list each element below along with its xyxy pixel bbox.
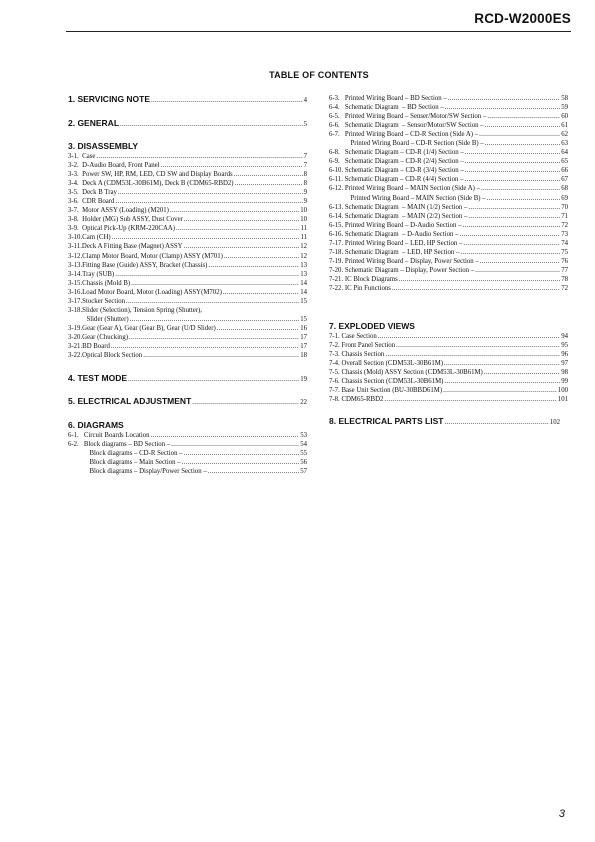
leader-dots [460, 248, 560, 257]
toc-page-number: 14 [300, 288, 307, 296]
toc-entry[interactable] [68, 306, 307, 315]
toc-page-number: 96 [561, 350, 568, 358]
page-number: 3 [558, 808, 565, 820]
toc-entry-label: 6-9. Schematic Diagram – CD-R (2/4) Section – [329, 158, 464, 166]
toc-entry[interactable] [68, 261, 307, 270]
leader-dots [115, 197, 302, 206]
leader-dots [143, 351, 299, 360]
leader-dots [481, 184, 560, 193]
leader-dots [468, 212, 560, 221]
toc-entry[interactable] [329, 166, 568, 175]
toc-entry-label: 7-8. CDM65-RBD2 [329, 395, 384, 403]
leader-dots [443, 386, 557, 395]
toc-entry-label: 3-11.Deck A Fitting Base (Magnet) ASSY [68, 243, 183, 251]
leader-dots [118, 188, 303, 197]
toc-entry-label: 6-6. Schematic Diagram – Sensor/Motor/SW Section – [329, 122, 484, 130]
toc-entry[interactable] [68, 215, 307, 224]
toc-entry-label: 7-2. Front Panel Section [329, 341, 396, 349]
toc-section-label: 1. SERVICING NOTE [68, 94, 151, 104]
toc-entry[interactable] [329, 359, 568, 368]
toc-entry-label: 3-1. Case [68, 153, 96, 160]
toc-entry[interactable] [329, 203, 568, 212]
leader-dots [465, 157, 560, 166]
header-rule [66, 31, 571, 32]
leader-dots [128, 373, 299, 385]
leader-dots [223, 288, 299, 297]
exploded-views-list [329, 332, 568, 404]
toc-page-number: 53 [300, 431, 307, 439]
toc-entry[interactable] [329, 368, 568, 377]
leader-dots [465, 166, 560, 175]
toc-page-number: 4 [303, 97, 307, 104]
leader-dots [208, 467, 299, 476]
leader-dots [184, 242, 300, 251]
toc-entry[interactable] [329, 248, 568, 257]
toc-entry[interactable] [68, 279, 307, 288]
leader-dots [485, 121, 561, 130]
toc-entry-label: 7-1. Case Section [329, 332, 377, 340]
leader-dots [192, 396, 299, 408]
leader-dots [484, 368, 560, 377]
toc-page-number: 62 [561, 131, 568, 139]
toc-page-number: 7 [303, 162, 307, 170]
leader-dots [224, 252, 299, 261]
toc-page-number: 77 [561, 266, 568, 274]
toc-entry-label: 3-20.Gear (Chucking) [68, 333, 129, 341]
toc-entry-label: 3-14.Tray (SUB) [68, 270, 115, 278]
toc-entry-label: 7-17. Printed Wiring Board – LED, HP Section – [329, 239, 463, 247]
toc-entry[interactable] [68, 315, 307, 324]
toc-entry-label: 3-15.Chassis (Mold B) [68, 279, 131, 287]
toc-page-number: 97 [561, 359, 568, 367]
leader-dots [151, 94, 303, 106]
toc-section-label: 6. DIAGRAMS [68, 419, 124, 430]
toc-entry[interactable] [329, 275, 568, 284]
toc-entry-label: Block diagrams – Main Section – [89, 458, 181, 466]
toc-entry[interactable] [68, 342, 307, 351]
toc-section-test-mode[interactable] [68, 373, 307, 384]
toc-page-number: 71 [561, 212, 568, 220]
toc-entry-label: 7-6. Chassis Section (CDM53L-30B61M) [329, 377, 444, 385]
leader-dots [448, 94, 560, 103]
toc-page-number: 73 [561, 230, 568, 238]
toc-entry[interactable] [329, 239, 568, 248]
toc-page-number: 17 [300, 342, 307, 350]
toc-page-number: 63 [561, 140, 568, 148]
toc-entry[interactable] [68, 449, 307, 458]
toc-left-column [68, 94, 307, 476]
toc-entry-label: 6-13. Schematic Diagram – MAIN (1/2) Section – [329, 203, 468, 211]
toc-entry-label: Block diagrams – Display/Power Section – [89, 467, 207, 475]
toc-entry-label: 6-8. Schematic Diagram – CD-R (1/4) Section – [329, 149, 464, 157]
toc-entry-label: 3-7. Motor ASSY (Loading) (M201) [68, 207, 169, 215]
toc-entry[interactable] [329, 395, 568, 404]
leader-dots [465, 175, 561, 184]
leader-dots [120, 118, 303, 130]
toc-entry-label: 3-18.Slider (Selection), Tension Spring (Shutter), [68, 306, 202, 314]
toc-page-number: 101 [557, 395, 568, 403]
toc-page-number: 15 [300, 297, 307, 305]
toc-entry[interactable] [68, 170, 307, 179]
toc-page-number: 16 [300, 324, 307, 332]
toc-entry[interactable] [329, 386, 568, 395]
leader-dots [131, 279, 299, 288]
page-title: TABLE OF CONTENTS [269, 70, 369, 80]
toc-page-number: 14 [300, 279, 307, 287]
toc-entry-label: 7-5. Chassis (Mold) ASSY Section (CDM53L-30B61M) [329, 368, 483, 376]
toc-page-number: 68 [561, 185, 568, 193]
leader-dots [475, 266, 560, 275]
toc-section-label: 3. DISASSEMBLY [68, 141, 139, 151]
toc-right-column [329, 94, 568, 427]
toc-entry[interactable] [68, 252, 307, 261]
leader-dots [479, 130, 560, 139]
toc-entry[interactable] [329, 284, 568, 293]
toc-entry[interactable] [68, 351, 307, 360]
toc-entry-label: 3-22.Optical Block Section [68, 352, 143, 360]
toc-page-number: 10 [300, 216, 307, 224]
toc-entry[interactable] [68, 288, 307, 297]
toc-entry-label: 6-2. Block diagrams – BD Section – [68, 440, 171, 448]
leader-dots [182, 458, 300, 467]
toc-page-number: 78 [561, 275, 568, 283]
toc-section-general[interactable] [68, 118, 307, 129]
toc-page-number: 19 [300, 375, 307, 383]
toc-section-exploded-views[interactable] [329, 321, 568, 332]
toc-section-label: 4. TEST MODE [68, 372, 128, 383]
toc-entry[interactable] [68, 197, 307, 206]
toc-entry-label: 7-7. Base Unit Section (BU-30BBD61M) [329, 386, 443, 394]
toc-entry-label: 6-12. Printed Wiring Board – MAIN Section (Side A) – [329, 185, 481, 193]
leader-dots [468, 203, 560, 212]
toc-entry-label: 3-5. Deck B Tray [68, 189, 117, 197]
toc-entry-label: 3-13.Fitting Base (Guide) ASSY, Bracket (Chassis) [68, 261, 208, 269]
toc-entry[interactable] [68, 324, 307, 333]
toc-page-number: 57 [300, 467, 307, 475]
toc-entry[interactable] [329, 350, 568, 359]
toc-entry[interactable] [329, 230, 568, 239]
leader-dots [463, 239, 560, 248]
leader-dots [217, 324, 299, 333]
leader-dots [378, 332, 560, 341]
toc-page-number: 13 [300, 270, 307, 278]
toc-entry-label: 6-3. Printed Wiring Board – BD Section – [329, 95, 447, 102]
toc-page-number: 7 [303, 153, 307, 160]
toc-entry[interactable] [329, 103, 568, 112]
toc-entry-label: 6-7. Printed Wiring Board – CD-R Section (Side A) – [329, 131, 479, 139]
toc-entry[interactable] [329, 377, 568, 386]
toc-page-number: 54 [300, 440, 307, 448]
toc-page-number: 76 [561, 257, 568, 265]
leader-dots [208, 261, 299, 270]
toc-entry-label: 3-12.Clamp Motor Board, Motor (Clamp) ASSY (M701) [68, 252, 223, 260]
toc-page-number: 72 [561, 284, 568, 292]
leader-dots [444, 359, 560, 368]
leader-dots [170, 206, 299, 215]
leader-dots [115, 270, 299, 279]
toc-entry-label: 7-18. Schematic Diagram – LED, HP Section – [329, 248, 460, 256]
toc-page-number: 5 [303, 120, 307, 128]
toc-entry[interactable] [68, 179, 307, 188]
toc-page-number: 17 [300, 333, 307, 341]
toc-entry[interactable] [329, 112, 568, 121]
leader-dots [465, 148, 560, 157]
toc-page-number: 11 [300, 225, 307, 233]
leader-dots [487, 112, 560, 121]
toc-page-number: 55 [300, 449, 307, 457]
toc-entry[interactable] [68, 206, 307, 215]
diagrams-list [68, 431, 307, 476]
toc-page-number: 22 [300, 399, 307, 407]
toc-section-label: 2. GENERAL [68, 117, 120, 128]
toc-entry-label: 7-19. Printed Wiring Board – Display, Power Section – [329, 257, 479, 265]
toc-page-number: 64 [561, 149, 568, 157]
toc-entry-label: Printed Wiring Board – MAIN Section (Side B) – [350, 194, 486, 202]
leader-dots [234, 170, 303, 179]
toc-page-number: 102 [549, 419, 560, 427]
toc-entry[interactable] [329, 341, 568, 350]
toc-entry-label: 3-8. Holder (MG) Sub ASSY, Dust Cover [68, 216, 183, 224]
toc-page-number: 12 [300, 252, 307, 260]
toc-entry-label: Block diagrams – CD-R Section – [89, 449, 183, 457]
leader-dots [384, 395, 556, 404]
toc-page-number: 18 [300, 352, 307, 360]
toc-page-number: 9 [303, 198, 307, 206]
toc-page-number: 8 [303, 171, 307, 179]
toc-entry[interactable] [68, 270, 307, 279]
leader-dots [161, 161, 303, 170]
toc-page-number: 65 [561, 158, 568, 166]
toc-entry[interactable] [329, 257, 568, 266]
toc-entry-label: 3-6. CDR Board [68, 198, 115, 206]
toc-page-number: 69 [561, 194, 568, 202]
leader-dots [392, 284, 560, 293]
toc-page-number: 94 [561, 332, 568, 340]
toc-entry-label: 3-19.Gear (Gear A), Gear (Gear B), Gear (U/D Slider) [68, 324, 216, 332]
toc-section-electrical-adjustment[interactable] [68, 396, 307, 407]
leader-dots [112, 233, 300, 242]
leader-dots [445, 103, 560, 112]
toc-entry-label: 6-5. Printed Wiring Board – Senser/Motor/SW Section – [329, 113, 487, 121]
toc-entry-label: 7-22. IC Pin Functions [329, 284, 391, 292]
toc-entry-label: 6-16. Schematic Diagram – D-Audio Section – [329, 230, 459, 238]
toc-page-number: 72 [561, 221, 568, 229]
toc-page-number: 70 [561, 203, 568, 211]
toc-entry[interactable] [68, 458, 307, 467]
leader-dots [130, 315, 300, 324]
toc-section-label: 5. ELECTRICAL ADJUSTMENT [68, 396, 192, 407]
toc-entry[interactable] [329, 194, 568, 203]
toc-entry[interactable] [329, 157, 568, 166]
toc-entry[interactable] [68, 431, 307, 440]
toc-page-number: 58 [561, 95, 568, 102]
toc-entry[interactable] [329, 148, 568, 157]
toc-entry[interactable] [329, 212, 568, 221]
toc-page-number: 15 [300, 315, 307, 323]
toc-entry[interactable] [68, 224, 307, 233]
leader-dots [460, 230, 561, 239]
leader-dots [444, 416, 548, 428]
toc-entry[interactable] [329, 139, 568, 148]
leader-dots [151, 431, 300, 440]
toc-entry-label: 3-21.BD Board [68, 342, 110, 350]
leader-dots [176, 224, 299, 233]
toc-entry[interactable] [68, 297, 307, 306]
toc-entry[interactable] [68, 161, 307, 170]
toc-entry[interactable] [68, 152, 307, 161]
toc-page-number: 75 [561, 248, 568, 256]
model-number: RCD-W2000ES [474, 11, 571, 26]
toc-section-diagrams[interactable] [68, 420, 307, 431]
toc-page-number: 56 [300, 458, 307, 466]
toc-entry-label: 3-9. Optical Pick-Up (KRM-220CAA) [68, 225, 176, 233]
leader-dots [485, 139, 560, 148]
toc-entry[interactable] [329, 121, 568, 130]
toc-entry[interactable] [329, 130, 568, 139]
toc-page-number: 10 [300, 207, 307, 215]
leader-dots [184, 215, 299, 224]
toc-page-number: 95 [561, 341, 568, 349]
toc-section-servicing-note[interactable] [68, 94, 307, 105]
toc-entry-label: 3-3. Power SW, HP, RM, LED, CD SW and Display Boards [68, 171, 233, 179]
leader-dots [126, 297, 299, 306]
leader-dots [487, 194, 561, 203]
toc-entry-label: 3-16.Load Motor Board, Motor (Loading) ASSY(M702) [68, 288, 222, 296]
toc-page-number: 100 [557, 386, 568, 394]
toc-entry-label: 6-10. Schematic Diagram – CD-R (3/4) Section – [329, 167, 464, 175]
toc-page-number: 12 [300, 243, 307, 251]
leader-dots [184, 449, 300, 458]
toc-entry-label: 6-4. Schematic Diagram – BD Section – [329, 104, 444, 112]
toc-page-number: 60 [561, 113, 568, 121]
toc-entry-label: 6-1. Circuit Boards Location [68, 431, 150, 439]
toc-page-number: 8 [303, 180, 307, 188]
toc-entry-label: 3-17.Stocker Section [68, 297, 126, 305]
leader-dots [463, 221, 561, 230]
toc-entry-label: 6-14. Schematic Diagram – MAIN (2/2) Section – [329, 212, 468, 220]
toc-entry[interactable] [68, 188, 307, 197]
toc-entry[interactable] [68, 467, 307, 476]
toc-page-number: 13 [300, 261, 307, 269]
toc-page-number: 98 [561, 368, 568, 376]
diagrams-continued-list [329, 94, 568, 293]
toc-entry-label: 3-4. Deck A (CDM53L-30B61M), Deck B (CDM65-RBD2) [68, 180, 234, 188]
toc-page-number: 74 [561, 239, 568, 247]
toc-page-number: 99 [561, 377, 568, 385]
toc-entry[interactable] [329, 184, 568, 193]
toc-entry[interactable] [329, 221, 568, 230]
toc-entry[interactable] [68, 242, 307, 251]
leader-dots [111, 342, 299, 351]
toc-entry[interactable] [329, 266, 568, 275]
toc-page-number: 11 [300, 234, 307, 242]
toc-section-label: 8. ELECTRICAL PARTS LIST [329, 416, 444, 427]
leader-dots [444, 377, 560, 386]
toc-entry[interactable] [68, 333, 307, 342]
toc-section-electrical-parts-list[interactable] [329, 416, 568, 427]
leader-dots [129, 333, 299, 342]
toc-entry-label: 3-2. D-Audio Board, Front Panel [68, 162, 160, 170]
disassembly-list [68, 152, 307, 360]
toc-entry[interactable] [329, 175, 568, 184]
toc-page-number: 59 [561, 104, 568, 112]
toc-entry-label: 6-15. Printed Wiring Board – D-Audio Section – [329, 221, 462, 229]
leader-dots [396, 341, 560, 350]
toc-entry-label: 7-20. Schematic Diagram – Display, Power Section – [329, 266, 475, 274]
toc-page-number: 61 [561, 122, 568, 130]
toc-page-number: 66 [561, 167, 568, 175]
toc-entry[interactable] [68, 233, 307, 242]
toc-entry-label: 6-11. Schematic Diagram – CD-R (4/4) Section – [329, 176, 464, 184]
leader-dots [385, 350, 560, 359]
toc-entry-label: 7-4. Overall Section (CDM53L-30B61M) [329, 359, 444, 367]
leader-dots [480, 257, 560, 266]
toc-entry-label: 3-10.Cam (CH) [68, 234, 111, 242]
leader-dots [171, 440, 299, 449]
toc-entry[interactable] [329, 94, 568, 103]
toc-section-disassembly[interactable] [68, 141, 307, 152]
toc-page-number: 9 [303, 189, 307, 197]
toc-entry-label: 7-21. IC Block Diagrams [329, 275, 398, 283]
toc-page-number: 67 [561, 176, 568, 184]
leader-dots [399, 275, 560, 284]
leader-dots [235, 179, 303, 188]
toc-entry-label: 7-3. Chassis Section [329, 350, 385, 358]
toc-entry[interactable] [329, 332, 568, 341]
toc-entry-label: Slider (Shutter) [86, 315, 129, 323]
leader-dots [96, 152, 302, 161]
toc-entry-label: Printed Wiring Board – CD-R Section (Side B) – [350, 140, 484, 148]
toc-section-label: 7. EXPLODED VIEWS [329, 320, 415, 331]
toc-entry[interactable] [68, 440, 307, 449]
